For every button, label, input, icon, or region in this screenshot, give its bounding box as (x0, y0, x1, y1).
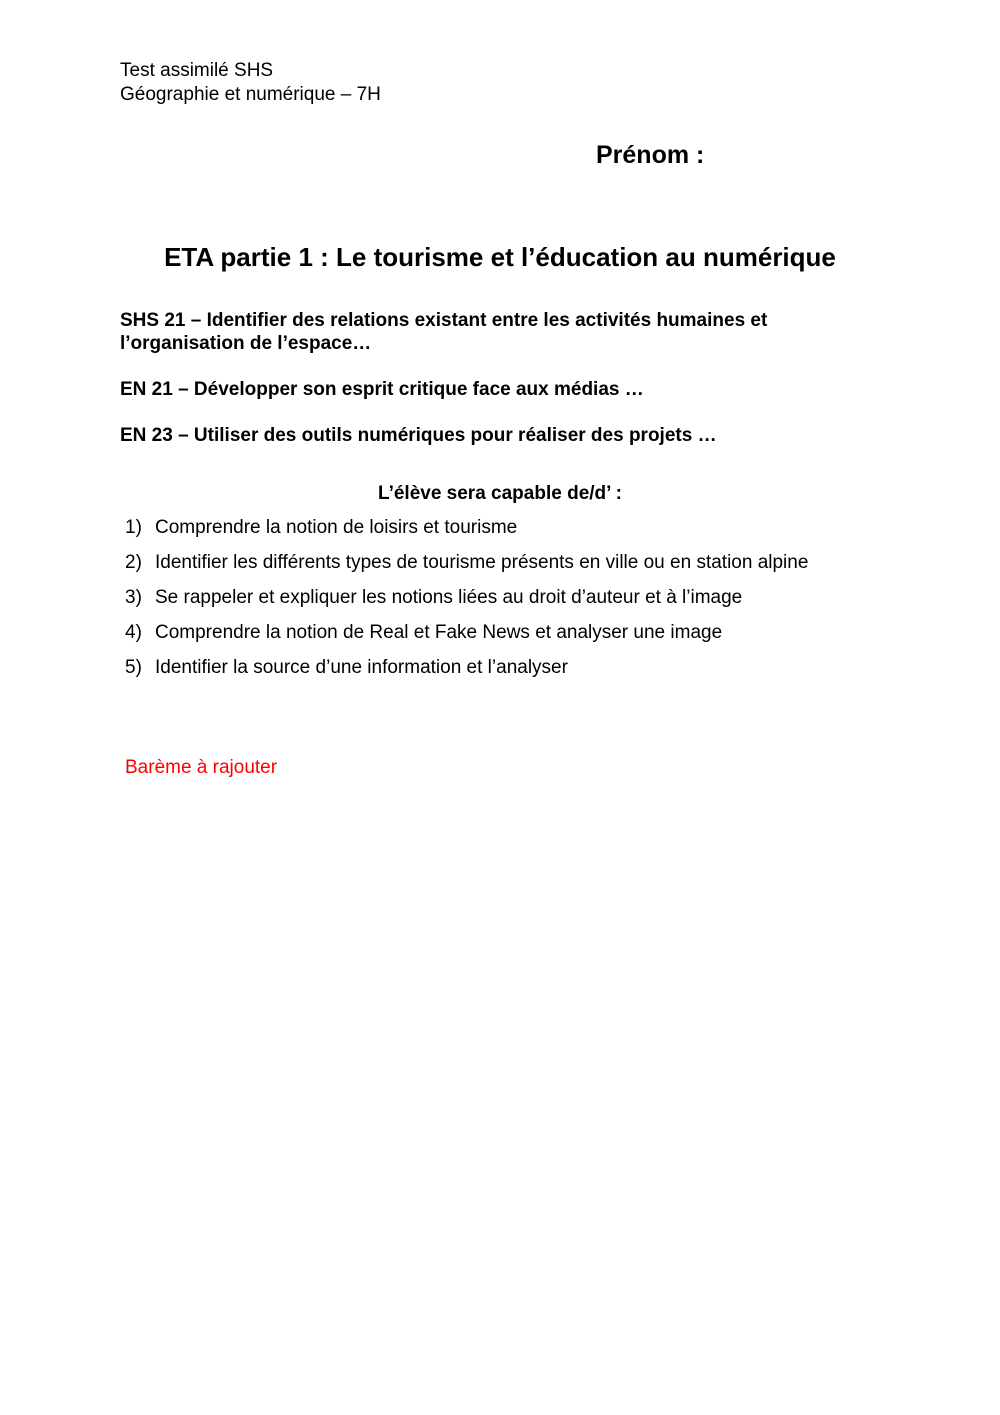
learning-goals-list (125, 516, 808, 691)
list-item (125, 656, 808, 691)
list-item (125, 621, 808, 656)
list-item-text: Comprendre la notion de loisirs et tourisme (155, 517, 518, 538)
capable-heading: L’élève sera capable de/d’ : (378, 483, 622, 504)
list-item-text: Se rappeler et expliquer les notions liées au droit d’auteur et à l’image (155, 587, 743, 608)
list-item-number: 2) (125, 552, 142, 573)
objective-shs21: SHS 21 – Identifier des relations existant entre les activités humaines et l’organisation de l’espace… (120, 310, 768, 354)
list-item-text: Comprendre la notion de Real et Fake News et analyser une image (155, 622, 723, 643)
list-item-number: 3) (125, 587, 142, 608)
list-item-number: 4) (125, 622, 142, 643)
header-subject-label: Géographie et numérique – 7H (120, 84, 381, 105)
prenom-field-label: Prénom : (596, 141, 705, 169)
list-item-text: Identifier les différents types de tourisme présents en ville ou en station alpine (155, 552, 809, 573)
objective-en23: EN 23 – Utiliser des outils numériques pour réaliser des projets … (120, 425, 717, 446)
list-item (125, 516, 808, 551)
list-item (125, 586, 808, 621)
list-item-text: Identifier la source d’une information et l’analyser (155, 657, 568, 678)
bareme-note: Barème à rajouter (125, 757, 278, 778)
objective-en21: EN 21 – Développer son esprit critique face aux médias … (120, 379, 644, 400)
header-test-label: Test assimilé SHS (120, 60, 274, 81)
document-title: ETA partie 1 : Le tourisme et l’éducation au numérique (164, 242, 836, 272)
list-item-number: 1) (125, 517, 142, 538)
list-item (125, 551, 808, 586)
list-item-number: 5) (125, 657, 142, 678)
